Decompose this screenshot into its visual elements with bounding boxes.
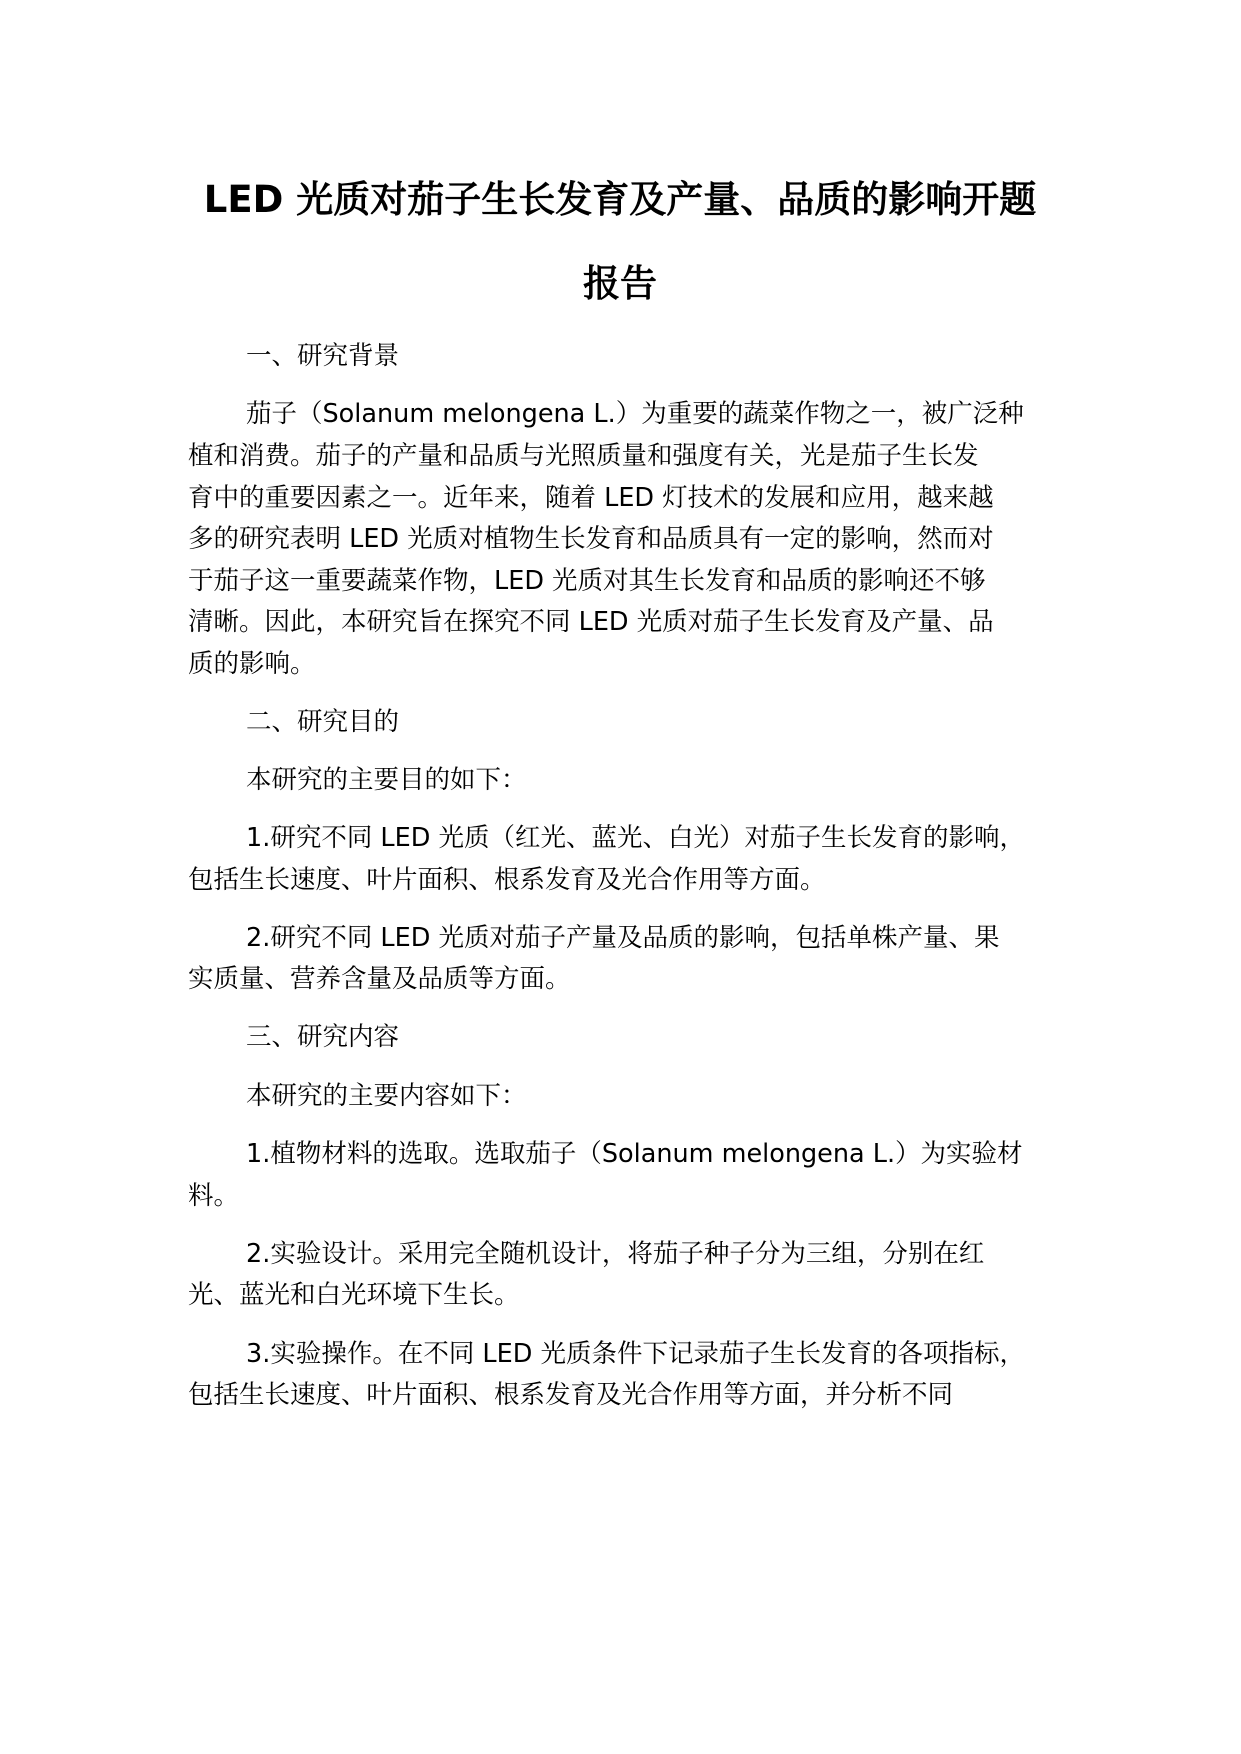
paragraph-line: 料。: [188, 1181, 240, 1211]
section-heading-content: 三、研究内容: [246, 1022, 400, 1052]
paragraph-line: 包括生长速度、叶片面积、根系发育及光合作用等方面。: [188, 865, 826, 895]
paragraph-line: 1.植物材料的选取。选取茄子（Solanum melongena L.）为实验材: [246, 1139, 1023, 1169]
paragraph-line: 包括生长速度、叶片面积、根系发育及光合作用等方面，并分析不同: [188, 1380, 954, 1410]
paragraph-line: 实质量、营养含量及品质等方面。: [188, 964, 571, 994]
document-title-line-2: 报告: [583, 262, 657, 305]
paragraph-line: 2.实验设计。采用完全随机设计，将茄子种子分为三组，分别在红: [246, 1239, 985, 1269]
paragraph-line: 清晰。因此，本研究旨在探究不同 LED 光质对茄子生长发育及产量、品: [188, 607, 994, 637]
paragraph-line: 多的研究表明 LED 光质对植物生长发育和品质具有一定的影响，然而对: [188, 524, 994, 554]
section-heading-background: 一、研究背景: [246, 341, 400, 371]
section-heading-objectives: 二、研究目的: [246, 707, 400, 737]
paragraph-line: 育中的重要因素之一。近年来，随着 LED 灯技术的发展和应用，越来越: [188, 483, 994, 513]
paragraph-line: 2.研究不同 LED 光质对茄子产量及品质的影响，包括单株产量、果: [246, 923, 1000, 953]
paragraph-line: 1.研究不同 LED 光质（红光、蓝光、白光）对茄子生长发育的影响，: [246, 823, 1025, 853]
paragraph-line: 光、蓝光和白光环境下生长。: [188, 1280, 520, 1310]
paragraph-line: 本研究的主要目的如下：: [246, 765, 527, 795]
paragraph-line: 质的影响。: [188, 649, 316, 679]
paragraph-line: 3.实验操作。在不同 LED 光质条件下记录茄子生长发育的各项指标，: [246, 1339, 1025, 1369]
paragraph-line: 本研究的主要内容如下：: [246, 1081, 527, 1111]
paragraph-line: 于茄子这一重要蔬菜作物，LED 光质对其生长发育和品质的影响还不够: [188, 566, 986, 596]
paragraph-line: 植和消费。茄子的产量和品质与光照质量和强度有关，光是茄子生长发: [188, 441, 979, 471]
document-title-line-1: LED 光质对茄子生长发育及产量、品质的影响开题: [203, 178, 1037, 221]
paragraph-line: 茄子（Solanum melongena L.）为重要的蔬菜作物之一，被广泛种: [246, 399, 1024, 429]
